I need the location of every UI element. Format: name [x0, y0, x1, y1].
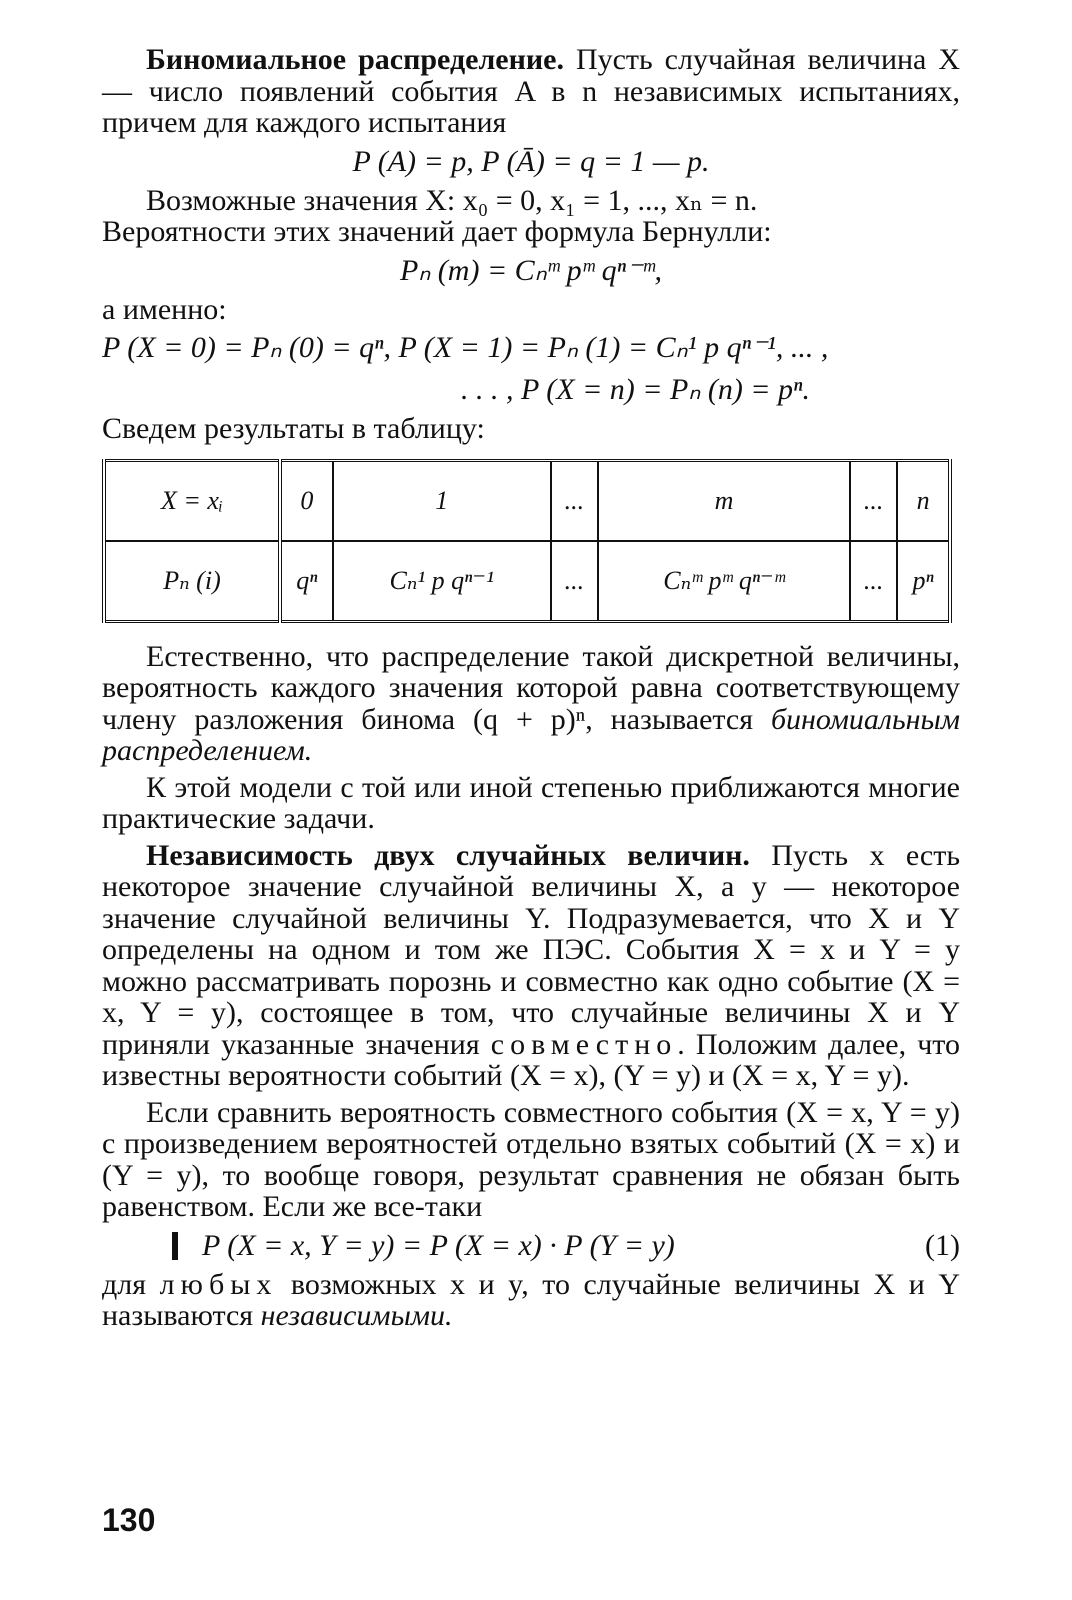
table-cell: ...	[551, 460, 598, 541]
section-heading-independence: Независимость двух случайных величин.	[146, 838, 750, 872]
formula-bernoulli: Pₙ (m) = Cₙᵐ pᵐ qⁿ⁻ᵐ,	[400, 253, 662, 287]
paragraph-binomial-definition	[102, 641, 960, 767]
formula-expansion-line2: . . . , P (X = n) = Pₙ (n) = pⁿ.	[460, 373, 810, 406]
table-cell: ...	[551, 541, 598, 622]
table-cell: X = xᵢ	[104, 460, 280, 541]
table-cell: 1	[333, 460, 551, 541]
emphasis-any: любых	[159, 1267, 278, 1301]
table-cell: qⁿ	[280, 541, 333, 622]
formula-expansion-line1: P (X = 0) = Pₙ (0) = qⁿ, P (X = 1) = Pₙ (1) = Cₙ¹ p qⁿ⁻¹, ... ,	[102, 331, 829, 364]
equation-body: P (X = x, Y = y) = P (X = x) · P (Y = y)	[202, 1228, 675, 1262]
equation-number: (1)	[925, 1228, 960, 1262]
table-cell: Cₙᵐ pᵐ qⁿ⁻ᵐ	[598, 541, 850, 622]
paragraph-text: Пусть x есть некоторое значение случайной величины X, а y — некоторое значение случайной величины Y. Подразумевается, что X и Y определены на одном и том же ПЭС. События X = x и Y = y можно рассматривать порознь и совместно как одно событие (X = x, Y = y), состоящее в том, что случайные величины X и Y приняли указанные значения	[102, 838, 960, 1061]
table-cell: n	[897, 460, 950, 541]
paragraph-bernoulli: Вероятности этих значений дает формула Бернулли:	[102, 215, 772, 248]
paragraph-practical-models: К этой модели с той или иной степенью приближаются многие практические задачи.	[102, 770, 960, 835]
term-binomial-distribution: биномиальным распределением.	[102, 702, 960, 767]
equation-independence	[102, 1227, 960, 1265]
paragraph-independent-definition	[102, 1269, 960, 1332]
page-number: 130	[102, 1502, 156, 1538]
paragraph-text: Естественно, что распределение такой дискретной величины, вероятность каждого значения которой равна соответствующему члену разложения бинома (q + p)ⁿ, называется	[102, 639, 960, 736]
table-row	[104, 460, 950, 541]
term-independent: независимыми.	[260, 1299, 453, 1332]
table-cell: pⁿ	[897, 541, 950, 622]
table-cell: m	[598, 460, 850, 541]
paragraph-table-intro: Сведем результаты в таблицу:	[102, 412, 485, 445]
paragraph-possible-values: Возможные значения X: x₀ = 0, x₁ = 1, ..., xₙ = n.	[146, 183, 758, 217]
paragraph-independence	[102, 840, 960, 1092]
formula-probabilities: P (A) = p, P (Ā) = q = 1 — p.	[352, 144, 710, 178]
paragraph-text: возможных x и y, то случайные величины X и Y называются	[102, 1267, 960, 1332]
paragraph-comparison: Если сравнить вероятность совместного события (X = x, Y = y) с произведением вероятностей отдельно взятых событий (X = x) и (Y = y), то вообще говоря, результат сравнения не обязан быть равенством. Если же все-таки	[102, 1095, 960, 1223]
table-row	[104, 541, 950, 622]
table-cell: 0	[280, 460, 333, 541]
section-heading-binomial: Биномиальное распределение.	[146, 43, 564, 76]
table-cell: ...	[850, 541, 897, 622]
table-cell: ...	[850, 460, 897, 541]
paragraph-namely: а именно:	[102, 292, 227, 326]
paragraph-text: . Положим далее, что известны вероятности событий (X = x), (Y = y) и (X = x, Y = y).	[102, 1027, 960, 1092]
emphasis-jointly: совместно	[490, 1027, 678, 1061]
paragraph-text: Пусть случайная величина X — число появлений события A в n независимых испытаниях, причем для каждого испытания	[102, 43, 960, 139]
paragraph-text: для	[102, 1267, 160, 1301]
table-cell: Cₙ¹ p qⁿ⁻¹	[333, 541, 551, 622]
table-cell: Pₙ (i)	[104, 541, 280, 622]
distribution-table	[102, 459, 952, 623]
paragraph-binomial-intro	[102, 44, 960, 139]
